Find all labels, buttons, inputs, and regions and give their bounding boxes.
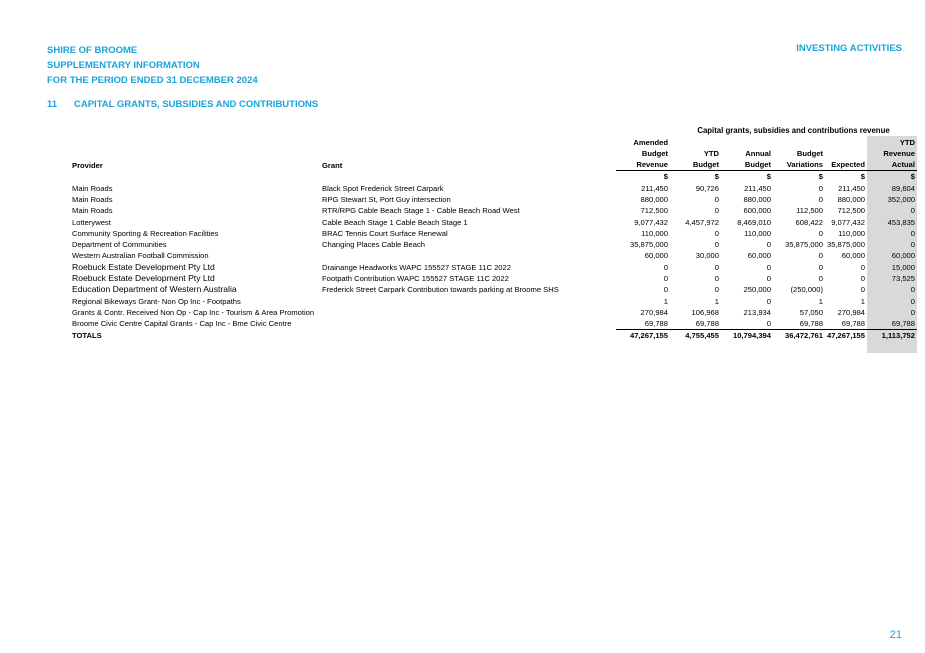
- variations-cell: 608,422: [795, 217, 823, 227]
- grant-cell: Cable Beach Stage 1 Cable Beach Stage 1: [322, 217, 468, 227]
- amended-cell: 110,000: [641, 228, 668, 238]
- grant-cell: RTR/RPG Cable Beach Stage 1 - Cable Beach Road West: [322, 206, 520, 216]
- variations-cell: 0: [818, 183, 823, 193]
- provider-cell: Community Sporting & Recreation Facilities: [72, 228, 219, 238]
- expected-cell: 712,500: [837, 206, 866, 216]
- unit-label: $: [825, 171, 867, 183]
- section-title: CAPITAL GRANTS, SUBSIDIES AND CONTRIBUTIONS: [74, 99, 319, 110]
- group-header: Capital grants, subsidies and contributions revenue: [697, 126, 890, 136]
- col-annual-2: Budget: [744, 160, 771, 170]
- section-heading: [47, 99, 318, 110]
- col-actual-2: Revenue: [867, 148, 917, 159]
- annual-cell: 8,469,010: [737, 217, 771, 227]
- annual-cell: 0: [721, 318, 773, 330]
- total-ytd: 4,755,455: [685, 331, 719, 341]
- col-expected: Expected: [831, 160, 866, 170]
- annual-cell: 211,450: [744, 183, 771, 193]
- variations-cell: 35,875,000: [784, 240, 823, 250]
- total-amended: 47,267,155: [629, 331, 668, 341]
- grant-cell: Drainange Headworks WAPC 155527 STAGE 11C 2022: [322, 262, 511, 272]
- grants-table: [70, 125, 917, 353]
- annual-cell: 0: [766, 296, 771, 306]
- ytd-cell: 0: [714, 285, 719, 295]
- unit-label: $: [721, 171, 773, 183]
- ytd-cell: 69,788: [670, 318, 721, 330]
- expected-cell: 0: [860, 285, 866, 295]
- variations-cell: (250,000): [790, 285, 823, 295]
- variations-cell: 0: [818, 251, 823, 261]
- table-row: [70, 239, 917, 250]
- table-row: [70, 262, 917, 273]
- grant-cell: Footpath Contribution WAPC 155527 STAGE 11C 2022: [322, 274, 509, 283]
- variations-cell: 112,500: [796, 206, 823, 216]
- ytd-cell: 90,726: [695, 183, 719, 193]
- grant-cell: [320, 250, 616, 261]
- annual-cell: 250,000: [743, 285, 771, 295]
- variations-cell: 0: [818, 194, 823, 204]
- provider-cell: Main Roads: [72, 206, 113, 216]
- col-amended-3: Revenue: [636, 160, 668, 170]
- totals-label: TOTALS: [72, 331, 102, 341]
- table-row: [70, 307, 917, 318]
- expected-cell: 60,000: [841, 251, 866, 261]
- total-annual: 10,794,394: [732, 331, 771, 341]
- highlight-tail: [867, 342, 917, 353]
- grant-cell: [320, 307, 616, 318]
- actual-cell: 352,000: [867, 194, 917, 205]
- provider-cell: Main Roads: [72, 194, 113, 204]
- amended-cell: 60,000: [644, 251, 668, 261]
- amended-cell: 0: [663, 285, 668, 295]
- grant-cell: [320, 295, 616, 306]
- total-variations: 36,472,761: [784, 331, 823, 341]
- table-row: [70, 194, 917, 205]
- annual-cell: 0: [766, 262, 771, 272]
- section-number: 11: [47, 99, 58, 110]
- grant-cell: [320, 318, 616, 330]
- grant-cell: RPG Stewart St, Port Guy intersection: [322, 194, 451, 204]
- amended-cell: 1: [663, 296, 668, 306]
- annual-cell: 600,000: [743, 206, 771, 216]
- table-row: [70, 295, 917, 306]
- ytd-cell: 0: [714, 228, 719, 238]
- expected-cell: 270,984: [837, 307, 866, 317]
- col-annual-1: Annual: [745, 148, 771, 158]
- variations-cell: 0: [818, 262, 823, 272]
- expected-cell: 880,000: [837, 194, 866, 204]
- amended-cell: 35,875,000: [629, 240, 668, 250]
- unit-label: $: [773, 171, 825, 183]
- amended-cell: 880,000: [640, 194, 668, 204]
- annual-cell: 880,000: [743, 194, 771, 204]
- unit-label: $: [616, 171, 670, 183]
- grant-cell: BRAC Tennis Court Surface Renewal: [322, 228, 448, 238]
- report-subtitle: SUPPLEMENTARY INFORMATION: [47, 60, 200, 71]
- page-number: 21: [889, 629, 902, 641]
- provider-cell: Lotterywest: [72, 217, 111, 227]
- table-row: [70, 216, 917, 227]
- provider-cell: Department of Communities: [72, 240, 167, 250]
- provider-cell: Regional Bikeways Grant- Non Op Inc - Footpaths: [72, 296, 241, 306]
- expected-cell: 0: [860, 262, 866, 272]
- actual-cell: 69,788: [867, 318, 917, 330]
- variations-cell: 1: [818, 296, 823, 306]
- grant-cell: Black Spot Frederick Street Carpark: [322, 183, 444, 193]
- variations-cell: 69,788: [773, 318, 825, 330]
- annual-cell: 110,000: [744, 228, 771, 238]
- table-row: [70, 228, 917, 239]
- grant-cell: Changing Places Cable Beach: [322, 240, 426, 250]
- unit-label: $: [867, 171, 917, 183]
- table-row: [70, 284, 917, 295]
- col-var-2: Variations: [786, 160, 823, 170]
- table-row: [70, 250, 917, 261]
- amended-cell: 9,077,432: [634, 217, 668, 227]
- section-category: INVESTING ACTIVITIES: [796, 43, 902, 54]
- ytd-cell: 30,000: [695, 251, 719, 261]
- annual-cell: 0: [766, 274, 771, 283]
- annual-cell: 0: [766, 240, 771, 250]
- org-name: SHIRE OF BROOME: [47, 45, 138, 56]
- total-actual: 1,113,752: [867, 330, 917, 342]
- ytd-cell: 0: [714, 262, 719, 272]
- actual-cell: 0: [867, 284, 917, 295]
- ytd-cell: 0: [714, 274, 719, 283]
- expected-cell: 35,875,000: [827, 240, 866, 250]
- expected-cell: 211,450: [838, 183, 866, 193]
- col-ytd-2: Budget: [692, 160, 719, 170]
- provider-cell: Education Department of Western Australia: [72, 284, 237, 295]
- col-actual-1: YTD: [867, 136, 917, 147]
- amended-cell: 270,984: [640, 307, 668, 317]
- ytd-cell: 4,457,972: [685, 217, 719, 227]
- ytd-cell: 0: [714, 194, 719, 204]
- expected-cell: 0: [860, 274, 866, 283]
- variations-cell: 0: [818, 228, 823, 238]
- report-period: FOR THE PERIOD ENDED 31 DECEMBER 2024: [47, 75, 258, 86]
- totals-row: [70, 330, 917, 342]
- provider-cell: Grants & Contr. Received Non Op - Cap Inc - Tourism & Area Promotion: [72, 307, 315, 317]
- col-ytd-1: YTD: [703, 148, 719, 158]
- unit-label: $: [670, 171, 721, 183]
- col-amended-2: Budget: [641, 148, 668, 158]
- actual-cell: 15,000: [867, 262, 917, 273]
- actual-cell: 60,000: [867, 250, 917, 261]
- table-row: [70, 182, 917, 193]
- col-var-1: Budget: [796, 148, 823, 158]
- actual-cell: 0: [867, 205, 917, 216]
- col-grant: Grant: [322, 160, 343, 170]
- annual-cell: 60,000: [747, 251, 771, 261]
- annual-cell: 213,934: [743, 307, 771, 317]
- ytd-cell: 0: [714, 206, 719, 216]
- provider-cell: Main Roads: [72, 183, 113, 193]
- table-row: [70, 318, 917, 330]
- total-expected: 47,267,155: [827, 331, 866, 341]
- amended-cell: 69,788: [616, 318, 670, 330]
- actual-cell: 0: [867, 228, 917, 239]
- amended-cell: 712,500: [640, 206, 668, 216]
- variations-cell: 57,050: [799, 307, 823, 317]
- amended-cell: 211,450: [641, 183, 668, 193]
- amended-cell: 0: [663, 262, 668, 272]
- col-amended-1: Amended: [633, 137, 668, 147]
- provider-cell: Roebuck Estate Development Pty Ltd: [72, 273, 215, 283]
- actual-cell: 0: [867, 239, 917, 250]
- ytd-cell: 106,968: [691, 307, 719, 317]
- provider-cell: Roebuck Estate Development Pty Ltd: [72, 261, 215, 272]
- expected-cell: 9,077,432: [831, 217, 866, 227]
- grant-cell: Frederick Street Carpark Contribution towards parking at Broome SHS: [322, 285, 559, 295]
- ytd-cell: 1: [714, 296, 719, 306]
- table-row: [70, 273, 917, 284]
- actual-cell: 89,604: [867, 182, 917, 193]
- variations-cell: 0: [818, 274, 823, 283]
- actual-cell: 73,525: [867, 273, 917, 284]
- provider-cell: Western Australian Football Commission: [72, 251, 209, 261]
- expected-cell: 110,000: [838, 228, 866, 238]
- actual-cell: 0: [867, 295, 917, 306]
- expected-cell: 1: [860, 296, 866, 306]
- col-actual-3: Actual: [867, 159, 917, 171]
- provider-cell: Broome Civic Centre Capital Grants - Cap Inc - Bme Civic Centre: [72, 319, 292, 329]
- amended-cell: 0: [663, 274, 668, 283]
- expected-cell: 69,788: [825, 318, 867, 330]
- ytd-cell: 0: [714, 240, 719, 250]
- table-row: [70, 205, 917, 216]
- actual-cell: 0: [867, 307, 917, 318]
- col-provider: Provider: [72, 160, 103, 170]
- actual-cell: 453,835: [867, 216, 917, 227]
